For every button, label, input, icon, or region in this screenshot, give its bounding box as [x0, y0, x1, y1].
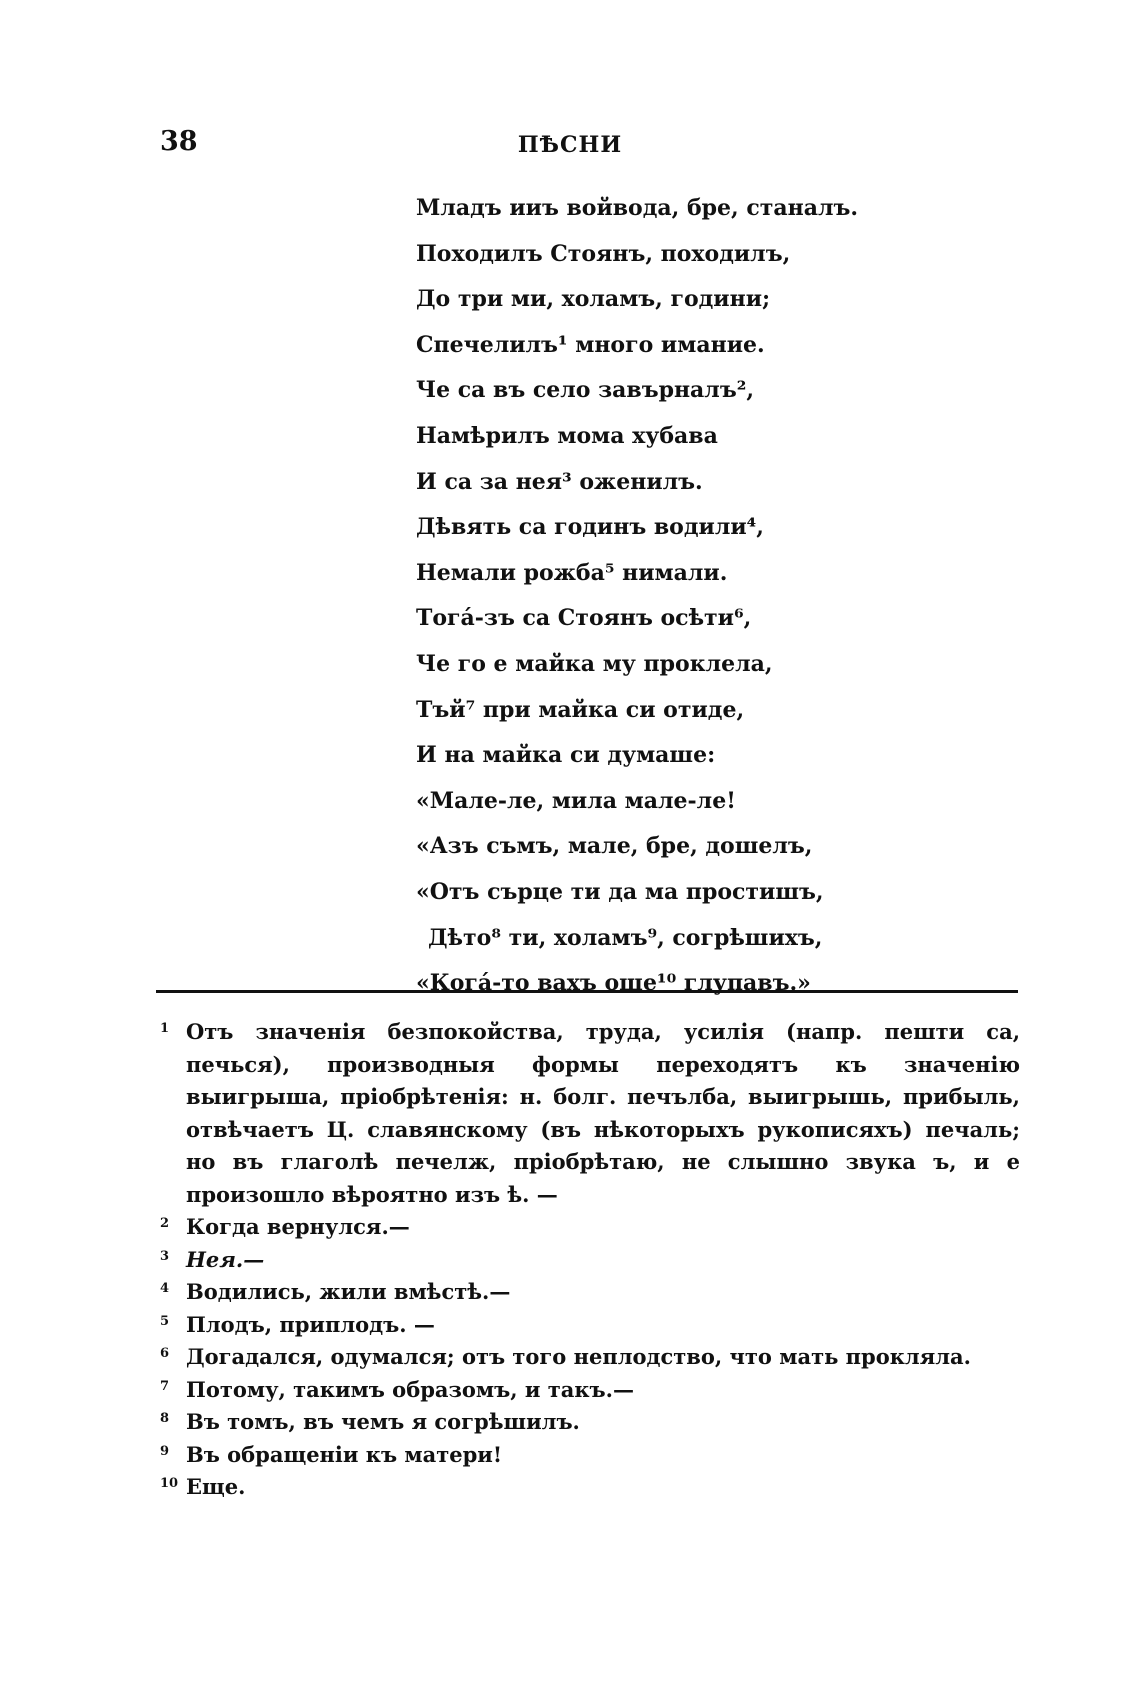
footnote-text: Потому, такимъ образомъ, и такъ.— — [186, 1376, 634, 1402]
footnote — [160, 1211, 1020, 1244]
footnote-text: Еще. — [186, 1474, 246, 1499]
page-number: 38 — [160, 126, 198, 157]
footnote-marker: 9 — [160, 1443, 170, 1459]
footnote-marker: 2 — [160, 1216, 170, 1231]
poem-line: Тогá-зъ са Стоянъ осѣти⁶, — [416, 605, 752, 632]
footnote-marker: 5 — [160, 1313, 170, 1329]
poem-line: Намѣрилъ мома хубава — [416, 422, 718, 449]
footnote — [160, 1406, 1020, 1439]
footnote-text: Въ обращеніи къ матери! — [186, 1441, 503, 1467]
footnote-text: Водились, жили вмѣстѣ.— — [186, 1279, 511, 1304]
footnote — [160, 1341, 1020, 1374]
poem-line: Младъ ииъ войвода, бре, станалъ. — [416, 195, 859, 221]
footnote-marker: 7 — [160, 1378, 170, 1394]
footnote-marker: 8 — [160, 1411, 170, 1426]
footnote-text: Когда вернулся.— — [186, 1214, 410, 1239]
running-title: ПѢСНИ — [517, 132, 623, 158]
footnote-text: Нея.— — [186, 1246, 265, 1272]
poem-line: «Когá-то вахъ още¹⁰ глупавъ.» — [416, 970, 811, 997]
poem-line: Походилъ Стоянъ, походилъ, — [416, 240, 791, 267]
poem-line: Дѣто⁸ ти, холамъ⁹, согрѣшихъ, — [428, 924, 823, 951]
footnote-marker: 4 — [160, 1281, 170, 1296]
footnote — [160, 1374, 1020, 1407]
footnote-text: Отъ значенія безпокойства, труда, усилія (напр. пешти са, печься), производныя формы переходятъ къ значенію выигрыша, пріобрѣтенія: н. болг. печълба, выигрышь, прибыль, отвѣчаетъ Ц. славянскому (въ нѣкоторыхъ рукописяхъ) печаль; но въ глаголѣ печелж, пріобрѣтаю, не слышно звука ъ, и е произошло вѣроятно изъ ѣ. — — [186, 1019, 1020, 1207]
poem-line: Че го е майка му проклела, — [416, 650, 773, 677]
footnote-marker: 6 — [160, 1346, 170, 1361]
footnote-marker: 10 — [160, 1476, 179, 1491]
footnote-divider — [156, 990, 1018, 993]
poem-line: До три ми, холамъ, години; — [416, 286, 771, 313]
footnote — [160, 1244, 1020, 1277]
footnotes — [160, 1016, 1020, 1504]
footnote-marker: 3 — [160, 1248, 170, 1264]
poem-line: «Отъ сърце ти да ма простишъ, — [416, 878, 824, 905]
footnote — [160, 1016, 1020, 1211]
footnote-text: Въ томъ, въ чемъ я согрѣшилъ. — [186, 1409, 580, 1434]
footnote — [160, 1276, 1020, 1309]
footnote-text: Догадался, одумался; отъ того неплодство, что мать прокляла. — [186, 1344, 971, 1369]
poem-line: Че са въ село завърналъ², — [416, 377, 754, 404]
poem-line: «Мале-ле, мила мале-ле! — [416, 787, 736, 814]
poem-line: И са за нея³ оженилъ. — [416, 468, 703, 495]
poem-line: «Азъ съмъ, мале, бре, дошелъ, — [416, 833, 813, 860]
poem-line: Дѣвять са годинъ водили⁴, — [416, 514, 764, 541]
poem-line: Немали рожба⁵ нимали. — [416, 559, 728, 586]
footnote — [160, 1309, 1020, 1342]
footnote — [160, 1439, 1020, 1472]
footnote-marker: 1 — [160, 1021, 170, 1036]
poem-line: И на майка си думаше: — [416, 742, 716, 769]
poem-line: Тъй⁷ при майка си отиде, — [416, 696, 745, 723]
poem-text — [416, 186, 886, 1007]
poem-line: Спечелилъ¹ много имание. — [416, 331, 765, 358]
footnote-text: Плодъ, приплодъ. — — [186, 1311, 435, 1337]
footnote — [160, 1471, 1020, 1504]
